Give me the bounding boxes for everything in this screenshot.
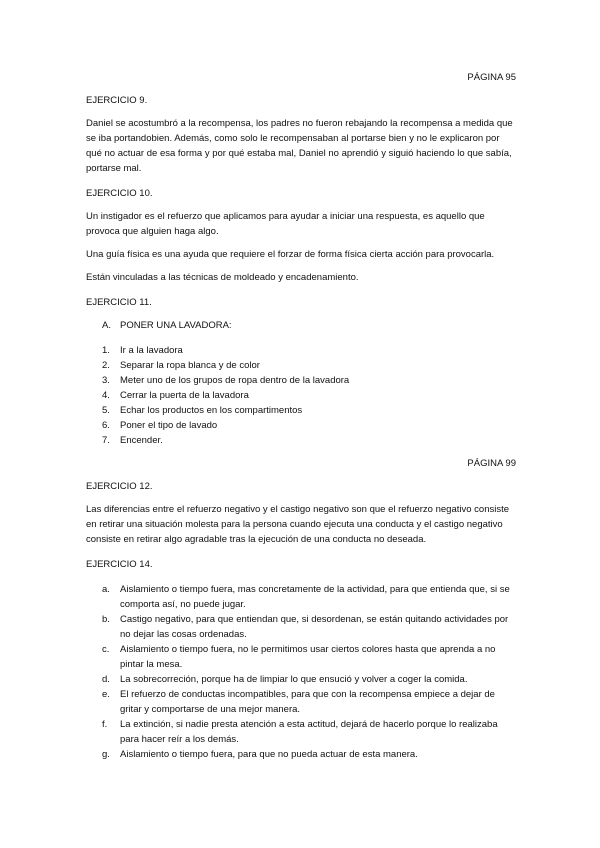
exercise-9-title: EJERCICIO 9.	[86, 95, 148, 106]
page-number-99: PÁGINA 99	[467, 458, 516, 469]
exercise-10-paragraph-3: Están vinculadas a las técnicas de moldeado y encadenamiento.	[86, 272, 359, 283]
list-item: 6. Poner el tipo de lavado	[102, 420, 218, 431]
list-item: c. Aislamiento o tiempo fuera, no le permitimos usar ciertos colores hasta que aprenda a no pintar la mesa.	[102, 644, 496, 670]
list-item: 7. Encender.	[102, 435, 163, 446]
list-item: 5. Echar los productos en los compartimentos	[102, 405, 303, 416]
list-item: 1. Ir a la lavadora	[102, 345, 183, 356]
exercise-12-title: EJERCICIO 12.	[86, 481, 153, 492]
document-page	[86, 70, 516, 762]
list-item: e. El refuerzo de conductas incompatibles, para que con la recompensa empiece a dejar de gritar y comportarse de una mejor manera.	[102, 689, 495, 715]
exercise-10-paragraph-2: Una guía física es una ayuda que requiere el forzar de forma física cierta acción para provocarla.	[86, 249, 495, 260]
list-item: 2. Separar la ropa blanca y de color	[102, 360, 260, 371]
exercise-14-title: EJERCICIO 14.	[86, 559, 153, 570]
exercise-14-list	[86, 582, 516, 762]
washing-steps-list	[86, 343, 516, 448]
subheading-marker: A.	[102, 320, 111, 331]
exercise-10-title: EJERCICIO 10.	[86, 188, 153, 199]
list-item: b. Castigo negativo, para que entiendan que, si desordenan, se están quitando actividades por no dejar las cosas ordenadas.	[102, 614, 509, 640]
exercise-12-text: Las diferencias entre el refuerzo negativo y el castigo negativo son que el refuerzo negativo consiste en retirar una situación molesta para la persona cuando ejecuta una conducta y el castigo negativo consiste en retirar algo agradable tras la ejecución de una conducta no deseada.	[86, 504, 510, 545]
exercise-9-text: Daniel se acostumbró a la recompensa, los padres no fueron rebajando la recompensa a medida que se iba portandobien. Además, como solo le recompensaban al portarse bien y no le explicaron por qué no actuar de esa forma y por qué estaba mal, Daniel no aprendió y siguió haciendo lo que sabía, portarse mal.	[86, 118, 513, 174]
list-item: d. La sobrecorreción, porque ha de limpiar lo que ensució y volver a coger la comida.	[102, 674, 468, 685]
list-item: g. Aislamiento o tiempo fuera, para que no pueda actuar de esta manera.	[102, 749, 418, 760]
subheading-text: PONER UNA LAVADORA:	[120, 320, 232, 331]
exercise-10-paragraph-1: Un instigador es el refuerzo que aplicamos para ayudar a iniciar una respuesta, es aquello que provoca que alguien haga algo.	[86, 211, 485, 237]
list-item: 4. Cerrar la puerta de la lavadora	[102, 390, 249, 401]
page-number-95: PÁGINA 95	[467, 72, 516, 83]
exercise-11-subheading	[86, 318, 516, 333]
exercise-11-title: EJERCICIO 11.	[86, 297, 152, 308]
list-item: a. Aislamiento o tiempo fuera, mas concretamente de la actividad, para que entienda que, si se comporta así, no puede jugar.	[102, 584, 510, 610]
list-item: 3. Meter uno de los grupos de ropa dentro de la lavadora	[102, 375, 350, 386]
list-item: f. La extinción, si nadie presta atención a esta actitud, dejará de hacerlo porque lo realizaba para hacer reír a los demás.	[102, 719, 498, 745]
